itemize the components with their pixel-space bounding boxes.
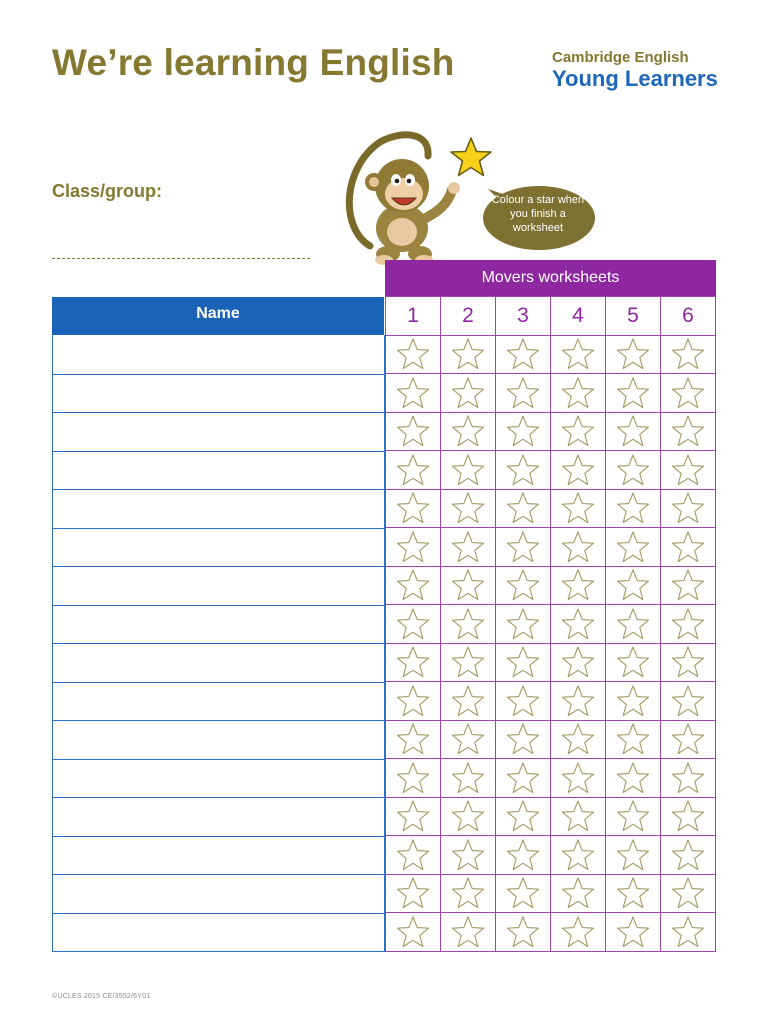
star-cell[interactable] <box>496 604 551 643</box>
star-cell[interactable] <box>441 373 496 412</box>
star-outline-icon <box>615 761 651 795</box>
star-outline-icon <box>560 568 596 602</box>
star-cell[interactable] <box>606 450 661 489</box>
star-outline-icon <box>670 376 706 410</box>
table-row <box>386 527 716 566</box>
star-cell[interactable] <box>496 874 551 913</box>
table-row <box>386 758 716 797</box>
worksheet-number-3: 3 <box>496 296 551 335</box>
star-outline-icon <box>395 645 431 679</box>
star-cell[interactable] <box>386 489 441 528</box>
star-cell[interactable] <box>496 566 551 605</box>
star-outline-icon <box>505 684 541 718</box>
star-cell[interactable] <box>496 373 551 412</box>
star-cell[interactable] <box>551 758 606 797</box>
star-cell[interactable] <box>661 720 716 759</box>
star-cell[interactable] <box>441 566 496 605</box>
star-outline-icon <box>670 453 706 487</box>
star-cell[interactable] <box>496 450 551 489</box>
star-cell[interactable] <box>386 373 441 412</box>
star-cell[interactable] <box>496 681 551 720</box>
star-cell[interactable] <box>606 912 661 951</box>
star-outline-icon <box>450 453 486 487</box>
worksheet-number-1: 1 <box>386 296 441 335</box>
star-cell[interactable] <box>606 874 661 913</box>
star-outline-icon <box>670 915 706 949</box>
star-outline-icon <box>560 337 596 371</box>
star-cell[interactable] <box>551 527 606 566</box>
star-cell[interactable] <box>441 912 496 951</box>
star-cell[interactable] <box>606 797 661 836</box>
star-outline-icon <box>615 876 651 910</box>
star-outline-icon <box>615 607 651 641</box>
star-outline-icon <box>450 607 486 641</box>
star-cell[interactable] <box>661 874 716 913</box>
name-entry-cell[interactable] <box>53 451 384 490</box>
star-outline-icon <box>505 491 541 525</box>
star-cell[interactable] <box>551 797 606 836</box>
star-outline-icon <box>560 876 596 910</box>
star-cell[interactable] <box>441 758 496 797</box>
star-outline-icon <box>670 876 706 910</box>
star-cell[interactable] <box>551 566 606 605</box>
star-cell[interactable] <box>386 912 441 951</box>
star-outline-icon <box>395 530 431 564</box>
star-cell[interactable] <box>551 335 606 374</box>
star-outline-icon <box>670 645 706 679</box>
star-outline-icon <box>395 607 431 641</box>
star-cell[interactable] <box>441 527 496 566</box>
table-row <box>386 720 716 759</box>
star-outline-icon <box>615 376 651 410</box>
star-outline-icon <box>615 491 651 525</box>
speech-bubble-text: Colour a star when you finish a worksheet <box>491 194 585 234</box>
star-outline-icon <box>560 453 596 487</box>
name-entry-cell[interactable] <box>53 720 384 759</box>
star-cell[interactable] <box>496 643 551 682</box>
star-cell[interactable] <box>661 604 716 643</box>
star-cell[interactable] <box>606 489 661 528</box>
star-cell[interactable] <box>551 720 606 759</box>
star-cell[interactable] <box>551 604 606 643</box>
table-row <box>386 412 716 451</box>
star-cell[interactable] <box>386 758 441 797</box>
star-cell[interactable] <box>661 527 716 566</box>
star-cell[interactable] <box>496 835 551 874</box>
brand-cambridge-english: Cambridge English <box>552 49 689 66</box>
star-cell[interactable] <box>496 412 551 451</box>
star-outline-icon <box>395 876 431 910</box>
name-entry-cell[interactable] <box>53 605 384 644</box>
star-outline-icon <box>670 568 706 602</box>
table-row <box>386 335 716 374</box>
star-outline-icon <box>395 376 431 410</box>
star-outline-icon <box>615 684 651 718</box>
yellow-star-icon <box>448 136 494 178</box>
star-cell[interactable] <box>606 335 661 374</box>
star-outline-icon <box>395 414 431 448</box>
star-cell[interactable] <box>661 835 716 874</box>
star-outline-icon <box>560 722 596 756</box>
table-row <box>386 912 716 951</box>
star-outline-icon <box>505 799 541 833</box>
star-outline-icon <box>615 915 651 949</box>
worksheet-number-row <box>386 296 716 335</box>
star-cell[interactable] <box>661 681 716 720</box>
star-outline-icon <box>560 414 596 448</box>
star-cell[interactable] <box>606 527 661 566</box>
star-cell[interactable] <box>386 450 441 489</box>
star-outline-icon <box>450 761 486 795</box>
star-cell[interactable] <box>386 835 441 874</box>
star-cell[interactable] <box>551 912 606 951</box>
table-row <box>386 373 716 412</box>
star-outline-icon <box>615 838 651 872</box>
star-outline-icon <box>670 491 706 525</box>
star-outline-icon <box>560 915 596 949</box>
star-cell[interactable] <box>661 758 716 797</box>
worksheet-number-4: 4 <box>551 296 606 335</box>
star-outline-icon <box>450 799 486 833</box>
star-outline-icon <box>615 645 651 679</box>
star-cell[interactable] <box>386 681 441 720</box>
star-outline-icon <box>450 722 486 756</box>
star-cell[interactable] <box>606 758 661 797</box>
star-cell[interactable] <box>551 373 606 412</box>
star-cell[interactable] <box>496 527 551 566</box>
star-outline-icon <box>560 838 596 872</box>
star-cell[interactable] <box>386 335 441 374</box>
star-cell[interactable] <box>496 335 551 374</box>
star-outline-icon <box>450 491 486 525</box>
star-cell[interactable] <box>551 681 606 720</box>
star-outline-icon <box>505 337 541 371</box>
star-outline-icon <box>505 722 541 756</box>
star-outline-icon <box>560 645 596 679</box>
star-outline-icon <box>505 838 541 872</box>
star-cell[interactable] <box>551 412 606 451</box>
name-entry-cell[interactable] <box>53 836 384 875</box>
name-entry-cell[interactable] <box>53 489 384 528</box>
name-entry-cell[interactable] <box>53 643 384 682</box>
star-outline-icon <box>560 491 596 525</box>
star-outline-icon <box>670 799 706 833</box>
worksheet-number-5: 5 <box>606 296 661 335</box>
star-cell[interactable] <box>661 566 716 605</box>
table-row <box>386 643 716 682</box>
star-cell[interactable] <box>441 797 496 836</box>
name-entry-cell[interactable] <box>53 874 384 913</box>
name-entry-cell[interactable] <box>53 528 384 567</box>
star-outline-icon <box>505 876 541 910</box>
class-group-write-line[interactable] <box>52 258 310 259</box>
star-cell[interactable] <box>606 643 661 682</box>
star-outline-icon <box>615 414 651 448</box>
star-cell[interactable] <box>441 681 496 720</box>
star-cell[interactable] <box>606 720 661 759</box>
star-outline-icon <box>505 453 541 487</box>
table-row <box>386 835 716 874</box>
star-outline-icon <box>450 684 486 718</box>
star-cell[interactable] <box>441 643 496 682</box>
star-outline-icon <box>450 568 486 602</box>
star-outline-icon <box>450 876 486 910</box>
star-cell[interactable] <box>661 912 716 951</box>
star-cell[interactable] <box>496 489 551 528</box>
star-cell[interactable] <box>551 489 606 528</box>
star-outline-icon <box>670 607 706 641</box>
star-cell[interactable] <box>386 643 441 682</box>
name-entry-cell[interactable] <box>53 759 384 798</box>
table-row <box>386 450 716 489</box>
star-outline-icon <box>560 376 596 410</box>
star-cell[interactable] <box>496 720 551 759</box>
star-cell[interactable] <box>661 797 716 836</box>
name-column <box>52 335 385 952</box>
table-row <box>386 681 716 720</box>
star-cell[interactable] <box>441 489 496 528</box>
star-outline-icon <box>560 761 596 795</box>
table-row <box>386 874 716 913</box>
star-cell[interactable] <box>496 758 551 797</box>
star-cell[interactable] <box>441 450 496 489</box>
name-entry-cell[interactable] <box>53 374 384 413</box>
worksheet-star-grid <box>385 296 716 952</box>
star-cell[interactable] <box>496 797 551 836</box>
star-outline-icon <box>670 838 706 872</box>
star-outline-icon <box>395 915 431 949</box>
star-cell[interactable] <box>606 835 661 874</box>
star-outline-icon <box>450 838 486 872</box>
star-outline-icon <box>615 337 651 371</box>
star-outline-icon <box>560 530 596 564</box>
star-cell[interactable] <box>606 412 661 451</box>
star-outline-icon <box>670 684 706 718</box>
star-cell[interactable] <box>386 797 441 836</box>
star-outline-icon <box>450 376 486 410</box>
star-outline-icon <box>505 645 541 679</box>
name-column-header: Name <box>52 297 384 335</box>
star-outline-icon <box>670 530 706 564</box>
table-row <box>386 489 716 528</box>
star-outline-icon <box>505 376 541 410</box>
star-cell[interactable] <box>386 874 441 913</box>
name-entry-cell[interactable] <box>53 682 384 721</box>
star-cell[interactable] <box>661 373 716 412</box>
star-cell[interactable] <box>441 335 496 374</box>
star-cell[interactable] <box>386 720 441 759</box>
table-row <box>386 566 716 605</box>
star-cell[interactable] <box>441 412 496 451</box>
star-cell[interactable] <box>551 835 606 874</box>
star-cell[interactable] <box>661 643 716 682</box>
star-cell[interactable] <box>551 450 606 489</box>
star-outline-icon <box>615 530 651 564</box>
star-cell[interactable] <box>441 874 496 913</box>
star-outline-icon <box>615 453 651 487</box>
name-entry-cell[interactable] <box>53 797 384 836</box>
star-cell[interactable] <box>606 373 661 412</box>
star-cell[interactable] <box>441 604 496 643</box>
star-cell[interactable] <box>386 527 441 566</box>
star-cell[interactable] <box>606 681 661 720</box>
star-outline-icon <box>395 838 431 872</box>
star-cell[interactable] <box>661 412 716 451</box>
star-outline-icon <box>670 414 706 448</box>
star-outline-icon <box>395 568 431 602</box>
table-row <box>386 797 716 836</box>
name-entry-cell[interactable] <box>53 913 384 952</box>
star-outline-icon <box>395 337 431 371</box>
star-outline-icon <box>395 799 431 833</box>
star-outline-icon <box>450 915 486 949</box>
star-cell[interactable] <box>441 835 496 874</box>
star-outline-icon <box>505 530 541 564</box>
star-outline-icon <box>450 337 486 371</box>
star-cell[interactable] <box>661 335 716 374</box>
movers-worksheets-header: Movers worksheets <box>385 260 716 296</box>
star-outline-icon <box>450 645 486 679</box>
star-outline-icon <box>450 530 486 564</box>
star-outline-icon <box>560 684 596 718</box>
class-group-label: Class/group: <box>52 181 163 201</box>
star-outline-icon <box>505 607 541 641</box>
name-entry-cell[interactable] <box>53 335 384 374</box>
star-outline-icon <box>395 684 431 718</box>
page-title: We’re learning English <box>52 42 455 83</box>
star-outline-icon <box>615 799 651 833</box>
star-cell[interactable] <box>551 643 606 682</box>
name-entry-cell[interactable] <box>53 412 384 451</box>
star-outline-icon <box>670 722 706 756</box>
name-entry-cell[interactable] <box>53 566 384 605</box>
star-cell[interactable] <box>386 566 441 605</box>
star-cell[interactable] <box>441 720 496 759</box>
table-row <box>386 604 716 643</box>
star-cell[interactable] <box>386 412 441 451</box>
brand-young-learners: Young Learners <box>552 66 718 91</box>
star-outline-icon <box>670 761 706 795</box>
star-outline-icon <box>450 414 486 448</box>
worksheet-number-6: 6 <box>661 296 716 335</box>
star-outline-icon <box>395 722 431 756</box>
star-outline-icon <box>505 414 541 448</box>
star-outline-icon <box>615 568 651 602</box>
star-cell[interactable] <box>551 874 606 913</box>
star-outline-icon <box>505 761 541 795</box>
star-cell[interactable] <box>606 604 661 643</box>
star-outline-icon <box>670 337 706 371</box>
star-outline-icon <box>505 568 541 602</box>
star-outline-icon <box>505 915 541 949</box>
star-outline-icon <box>395 491 431 525</box>
star-cell[interactable] <box>386 604 441 643</box>
star-outline-icon <box>615 722 651 756</box>
star-cell[interactable] <box>496 912 551 951</box>
star-outline-icon <box>560 799 596 833</box>
star-cell[interactable] <box>661 489 716 528</box>
star-cell[interactable] <box>606 566 661 605</box>
star-outline-icon <box>395 453 431 487</box>
worksheet-number-2: 2 <box>441 296 496 335</box>
footer-copyright: ©UCLES 2015 CE/3552/6Y01 <box>52 993 151 1000</box>
star-outline-icon <box>395 761 431 795</box>
star-cell[interactable] <box>661 450 716 489</box>
star-outline-icon <box>560 607 596 641</box>
